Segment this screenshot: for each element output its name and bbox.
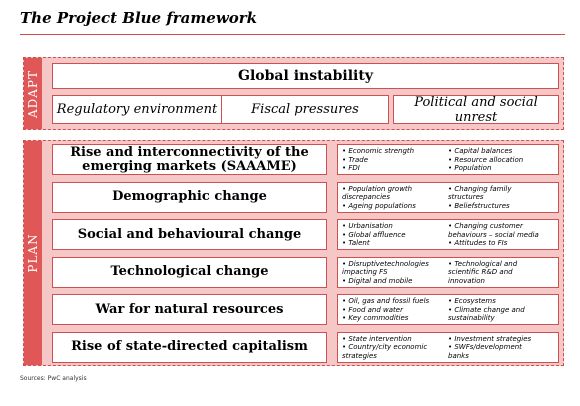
adapt-panel [23,57,564,130]
bullet-item: innovation [448,276,485,285]
bullet-item: • Population [448,164,492,172]
title-divider [20,34,565,35]
plan-row-bullets [337,257,559,288]
bullet-column-right [448,335,554,361]
bullet-item: • Urbanisation [342,222,393,230]
bullet-item: behaviours – social media [448,230,539,239]
bullet-column-left [342,185,448,211]
plan-row-title: Demographic change [52,182,327,213]
bullet-item: • Ecosystems [448,297,496,305]
bullet-item: strategies [342,351,377,360]
plan-row-title: Rise of state-directed capitalism [52,332,327,363]
bullet-column-left [342,147,448,173]
bullet-item: • Changing customer [448,222,523,230]
bullet-item: discrepancies [342,193,390,201]
bullet-column-right [448,260,554,286]
bullet-item: scientific R&D and [448,268,513,276]
bullet-item: • Global affluence [342,230,406,239]
bullet-item: • Food and water [342,305,403,314]
bullet-item: • Digital and mobile [342,276,413,285]
bullet-column-right [448,147,554,173]
bullet-column-right [448,297,554,323]
bullet-item: • Trade [342,155,369,164]
plan-panel [23,140,564,366]
bullet-item: • Investment strategies [448,334,532,343]
global-instability-box: Global instability [52,63,559,89]
bullet-item: • Oil, gas and fossil fuels [342,297,430,305]
plan-row-bullets [337,219,559,250]
bullet-item: • Beliefstructures [448,201,510,210]
bullet-item: impacting FS [342,268,388,276]
adapt-label: ADAPT [24,58,42,129]
bullet-item: • Changing family [448,184,512,193]
bullet-item: • Key commodities [342,314,409,322]
page-title: The Project Blue framework [20,9,258,27]
bullet-item: • Attitudes to FIs [448,239,508,247]
bullet-item: • Disruptivetechnologies [342,259,429,268]
plan-row-title: Technological change [52,257,327,288]
bullet-item: • Resource allocation [448,155,524,164]
bullet-item: structures [448,193,484,201]
plan-row-bullets [337,294,559,325]
bullet-item: • SWFs/development [448,343,522,351]
bullet-item: • Population growth [342,184,413,193]
adapt-item-political: Political and social unrest [393,95,559,124]
bullet-item: • Country/city economic [342,343,428,351]
bullet-column-left [342,335,448,361]
bullet-item: sustainability [448,314,495,322]
bullet-item: • Talent [342,239,370,247]
bullet-column-left [342,222,448,248]
bullet-item: • FDI [342,164,360,172]
bullet-item: • Technological and [448,259,518,268]
bullet-column-left [342,297,448,323]
adapt-item-regulatory: Regulatory environment [52,95,222,124]
bullet-item: • Ageing populations [342,201,416,210]
plan-row-bullets [337,332,559,363]
source-note: Sources: PwC analysis [20,375,87,382]
plan-row-title: War for natural resources [52,294,327,325]
bullet-item: • Climate change and [448,305,525,314]
adapt-item-fiscal: Fiscal pressures [221,95,389,124]
bullet-column-right [448,222,554,248]
bullet-item: • State intervention [342,334,412,343]
bullet-item: banks [448,351,469,360]
bullet-column-right [448,185,554,211]
bullet-item: • Economic strength [342,147,415,155]
bullet-column-left [342,260,448,286]
plan-row-title: Social and behavioural change [52,219,327,250]
plan-row-bullets [337,144,559,175]
plan-row-title: Rise and interconnectivity of the emerging markets (SAAAME) [52,144,327,175]
plan-label: PLAN [24,141,42,365]
plan-row-bullets [337,182,559,213]
bullet-item: • Capital balances [448,147,513,155]
